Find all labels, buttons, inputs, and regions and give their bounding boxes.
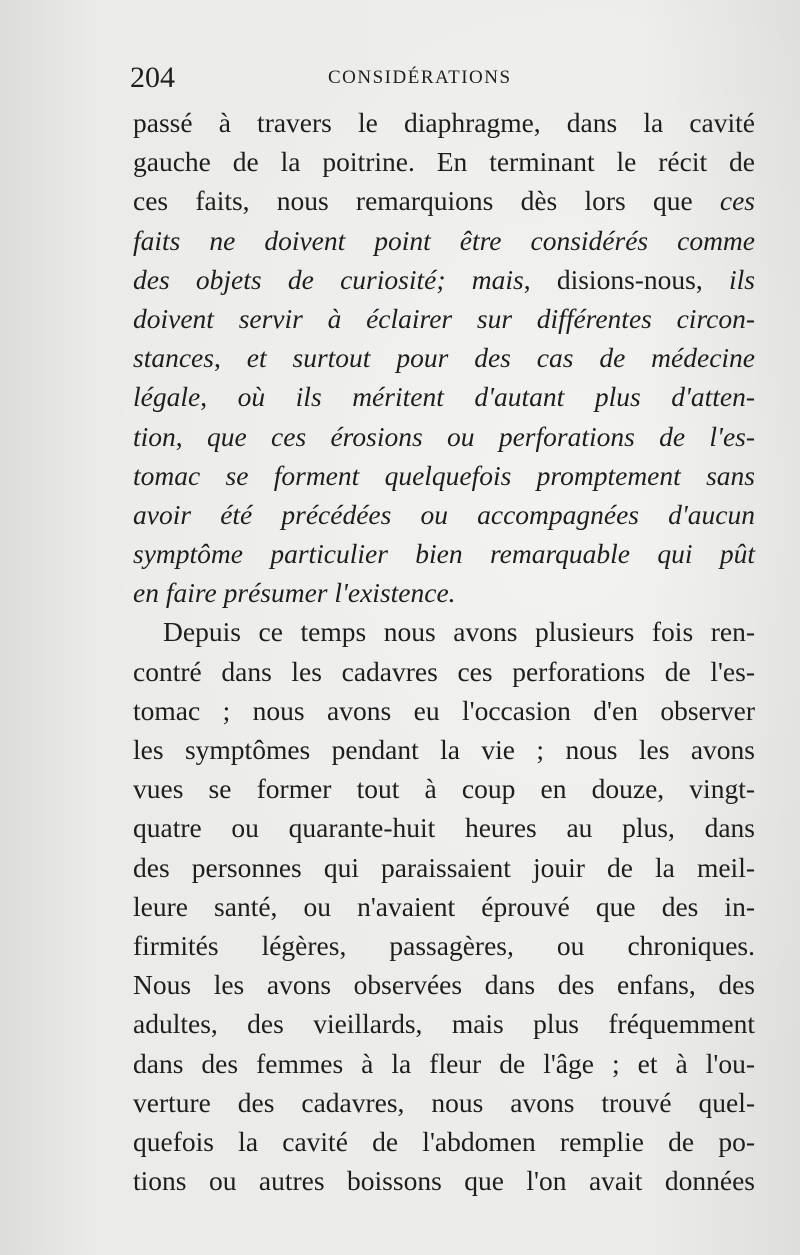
roman-text: , [213, 342, 247, 374]
page-number: 204 [130, 61, 175, 94]
italic-text: et surtout pour des cas de médecine [246, 342, 756, 374]
text-line [133, 377, 755, 416]
roman-text: vues se former tout à coup en douze, vingt- [133, 773, 755, 805]
roman-text: tions ou autres boissons que l'on avait données [133, 1165, 755, 1197]
text-line [133, 1004, 755, 1043]
text-line [133, 926, 755, 965]
text-line [133, 417, 755, 456]
italic-text: doivent servir à éclairer sur différentes circon- [133, 302, 755, 334]
text-line [133, 1083, 755, 1122]
text-line [133, 573, 755, 612]
running-title: CONSIDÉRATIONS [328, 67, 512, 88]
italic-text: avoir été précédées ou accompagnées d'aucun [133, 498, 755, 530]
paragraph [133, 612, 755, 1200]
text-line [133, 1044, 755, 1083]
italic-text: tomac se forment quelquefois promptement sans [133, 459, 755, 491]
roman-text: verture des cadavres, nous avons trouvé quel- [133, 1086, 755, 1118]
text-line [133, 691, 755, 730]
text-line [133, 769, 755, 808]
italic-text: stances [133, 342, 214, 374]
roman-text: quefois la cavité de l'abdomen remplie de po- [133, 1125, 755, 1157]
roman-text: passé à travers le diaphragme, dans la cavité [133, 107, 755, 138]
text-line [133, 534, 755, 573]
text-line [133, 612, 755, 651]
italic-text: ils [729, 263, 756, 295]
roman-text: Depuis ce temps nous avons plusieurs fois ren- [163, 616, 755, 648]
text-line [133, 338, 755, 377]
paragraph [133, 103, 755, 612]
body-text [133, 103, 755, 1200]
roman-text: les symptômes pendant la vie ; nous les avons [133, 734, 755, 765]
italic-text: en faire présumer l'existence. [133, 577, 456, 609]
roman-text: leure santé, ou n'avaient éprouvé que des in- [133, 890, 755, 922]
text-line [133, 652, 755, 691]
roman-text: firmités légères, passagères, ou chroniques. [133, 929, 755, 961]
text-line [133, 1122, 755, 1161]
roman-text: contré dans les cadavres ces perforations de l'es- [133, 655, 755, 687]
roman-text: quatre ou quarante-huit heures au plus, dans [133, 812, 755, 844]
text-line [133, 456, 755, 495]
text-line [133, 299, 755, 338]
text-line [133, 887, 755, 926]
roman-text: , [200, 381, 238, 413]
roman-text: ces faits, nous remarquions dès lors que [133, 185, 720, 217]
italic-text: tion [133, 420, 176, 452]
text-line [133, 495, 755, 534]
roman-text: gauche de la poitrine. En terminant le récit de [133, 146, 755, 178]
running-head [130, 60, 760, 96]
italic-text: légale [133, 381, 201, 413]
roman-text: , [175, 420, 207, 452]
italic-text: où ils méritent d'autant plus d'atten- [237, 381, 755, 413]
text-line [133, 221, 755, 260]
roman-text: adultes, des vieillards, mais plus fréquemment [133, 1008, 755, 1040]
text-line [133, 965, 755, 1004]
roman-text: Nous les avons observées dans des enfans, des [133, 969, 755, 1001]
italic-text: ces [719, 185, 755, 217]
italic-text: symptôme particulier bien remarquable qui pût [133, 538, 755, 570]
roman-text: dans des femmes à la fleur de l'âge ; et à l'ou- [133, 1047, 755, 1079]
text-line [133, 103, 755, 142]
italic-text: que ces érosions ou perforations de l'es- [207, 420, 756, 452]
text-line [133, 142, 755, 181]
italic-text: faits ne doivent point être considérés comme [133, 224, 755, 256]
text-line [133, 181, 755, 220]
text-line [133, 730, 755, 769]
text-line [133, 848, 755, 887]
roman-text: des personnes qui paraissaient jouir de la meil- [133, 851, 755, 883]
roman-text: tomac ; nous avons eu l'occasion d'en observer [133, 694, 755, 726]
italic-text: des objets de curiosité; mais [133, 263, 524, 295]
text-line [133, 260, 755, 299]
text-line [133, 808, 755, 847]
text-line [133, 1161, 755, 1200]
roman-text: , disions-nous, [523, 263, 730, 295]
